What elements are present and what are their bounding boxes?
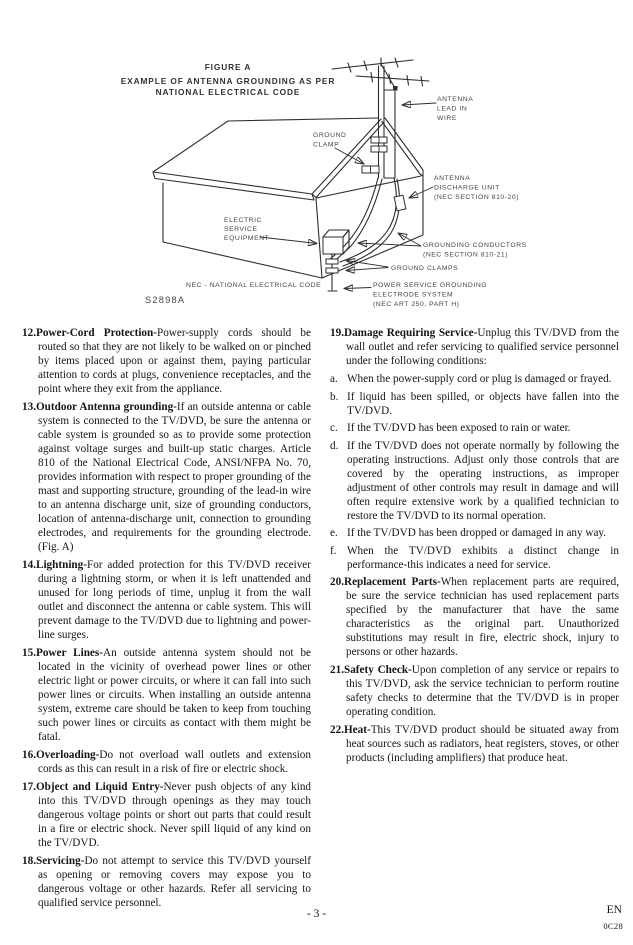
label-antenna-lead-in-1: ANTENNA — [437, 96, 474, 103]
item-17-title: 17.Object and Liquid Entry- — [22, 781, 164, 793]
instruction-item-17 — [22, 780, 311, 850]
figure-title-line1: FIGURE A — [204, 62, 252, 72]
ground-clamp-arrow — [335, 148, 364, 164]
item-20-title: 20.Replacement Parts- — [330, 576, 441, 588]
label-ground-clamp-2: CLAMP — [313, 141, 340, 149]
document-code: 0C28 — [603, 921, 623, 931]
label-ground-clamps: GROUND CLAMPS — [391, 265, 459, 272]
service-condition-e — [330, 526, 619, 540]
right-column — [330, 326, 619, 769]
electrode-arrow — [344, 288, 371, 289]
condition-c-text: If the TV/DVD has been exposed to rain or water. — [347, 422, 571, 434]
condition-e-letter: e. — [330, 527, 338, 539]
condition-f-letter: f. — [330, 544, 337, 557]
figure-labels — [145, 96, 527, 308]
ground-clamps-arrow-2 — [346, 268, 388, 271]
grounding-conductor-arrow-1 — [358, 243, 421, 246]
instruction-item-21 — [330, 663, 619, 719]
label-electric-service-3: EQUIPMENT — [224, 235, 270, 242]
item-16-body: Do not overload wall outlets and extension cords as this can result in a risk of fire or electric shock. — [38, 749, 311, 775]
label-ground-clamp-1: GROUND — [313, 132, 347, 139]
label-grounding-conductors-2: (NEC SECTION 810-21) — [423, 251, 509, 259]
item-14-title: 14.Lightning- — [22, 559, 87, 571]
label-electrode-system-2: ELECTRODE SYSTEM — [373, 291, 454, 299]
condition-b-text: If liquid has been spilled, or objects have fallen into the TV/DVD. — [347, 390, 619, 417]
label-electrode-system-3: (NEC ART 250, PART H) — [373, 301, 460, 308]
lead-in-arrow — [402, 103, 436, 105]
item-13-body: If an outside antenna or cable system is connected to the TV/DVD, be sure the antenna or cable system is grounded so as to provide some protection against voltage surges and built-up static charges. Article 810 of the National Electrical Code, ANSI/NFPA No. 70, provides information with respect to proper grounding of the mast and supporting structure, grounding of the lead-in wire to an antenna discharge unit, size of grounding conductors, location of antenna-discharge unit, connection to grounding electrodes, and requirements for the grounding electrode. (Fig. A) — [38, 401, 311, 553]
condition-a-letter: a. — [330, 373, 338, 385]
item-12-title: 12.Power-Cord Protection- — [22, 327, 157, 339]
instruction-item-18 — [22, 854, 311, 910]
label-discharge-unit-2: DISCHARGE UNIT — [434, 184, 500, 192]
item-19-body: Unplug this TV/DVD from the wall outlet and refer servicing to qualified service personnel under the following conditions: — [346, 327, 619, 367]
figure-title-line2: EXAMPLE OF ANTENNA GROUNDING AS PER — [120, 76, 336, 86]
instruction-item-13 — [22, 400, 311, 554]
service-condition-f — [330, 544, 619, 572]
condition-e-text: If the TV/DVD has been dropped or damaged in any way. — [347, 527, 607, 539]
item-21-body: Upon completion of any service or repairs to this TV/DVD, ask the service technician to perform routine safety checks to determine that the TV/DVD is in proper operating condition. — [346, 664, 619, 718]
condition-a-text: When the power-supply cord or plug is damaged or frayed. — [347, 373, 612, 385]
electric-service-equipment-box — [323, 230, 349, 254]
label-grounding-conductors-1: GROUNDING CONDUCTORS — [423, 242, 527, 249]
service-condition-b — [330, 390, 619, 418]
item-19-title: 19.Damage Requiring Service- — [330, 327, 478, 339]
instruction-item-14 — [22, 558, 311, 642]
item-16-title: 16.Overloading- — [22, 749, 100, 761]
service-condition-d — [330, 439, 619, 523]
instruction-item-19 — [330, 326, 619, 368]
condition-c-letter: c. — [330, 422, 338, 434]
figure-id: S2898A — [145, 295, 186, 305]
antenna-grounding-figure — [0, 0, 633, 325]
service-condition-a — [330, 372, 619, 386]
label-discharge-unit-3: (NEC SECTION 810-20) — [434, 194, 520, 201]
item-15-body: An outside antenna system should not be located in the vicinity of overhead power lines or other electric light or power circuits, or where it can fall into such power lines or circuits. When installing an outside antenna system, extreme care should be taken to keep from touching such power lines or circuits as contact with them might be fatal. — [38, 647, 312, 743]
condition-f-text: When the TV/DVD exhibits a distinct change in performance-this indicates a need for service. — [347, 544, 619, 571]
item-12-body: Power-supply cords should be routed so that they are not likely to be walked on or pinched by items placed upon or against them, paying particular attention to cords at plugs, convenience receptacles, and the point where they exit from the appliance. — [38, 327, 311, 395]
instruction-item-22 — [330, 723, 619, 765]
item-13-title: 13.Outdoor Antenna grounding- — [22, 401, 177, 413]
item-21-title: 21.Safety Check- — [330, 664, 412, 676]
figure-title-line3: NATIONAL ELECTRICAL CODE — [155, 87, 301, 97]
label-electric-service-1: ELECTRIC — [224, 217, 263, 224]
condition-d-letter: d. — [330, 439, 339, 452]
item-20-body: When replacement parts are required, be sure the service technician has used replacement parts specified by the manufacturer that have the same characteristics as the original part. Unauthorized substitutions may result in fire, electric shock, injury to persons or other hazards. — [346, 576, 619, 658]
label-electrode-system-1: POWER SERVICE GROUNDING — [373, 282, 488, 289]
discharge-unit-arrow — [409, 187, 433, 198]
label-electric-service-2: SERVICE — [224, 226, 258, 233]
page-number: - 3 - — [306, 908, 327, 920]
left-column — [22, 326, 311, 914]
label-discharge-unit-1: ANTENNA — [434, 175, 471, 182]
item-14-body: For added protection for this TV/DVD receiver during a lightning storm, or when it is left unattended and unused for long periods of time, unplug it from the wall outlet and disconnect the antenna or cable system. This will prevent damage to the TV/DVD due to lightning and power-line surges. — [38, 559, 311, 641]
label-antenna-lead-in-3: WIRE — [437, 115, 457, 122]
instruction-item-15 — [22, 646, 311, 744]
instruction-item-12 — [22, 326, 311, 396]
item-18-body: Do not attempt to service this TV/DVD yourself as opening or removing covers may expose you to dangerous voltage or other hazards. Refer all servicing to qualified service personnel. — [38, 855, 311, 909]
label-antenna-lead-in-2: LEAD IN — [437, 105, 468, 113]
item-15-title: 15.Power Lines- — [22, 647, 103, 659]
antenna-mast — [332, 58, 429, 178]
item-22-title: 22.Heat- — [330, 724, 371, 736]
condition-d-text: If the TV/DVD does not operate normally by following the operating instructions. Adjust only those controls that are covered by the operating instructions, as improper adjustment of other controls may result in damage and will often require extensive work by a qualified technician to restore the TV/DVD to its normal operation. — [347, 439, 619, 522]
service-condition-c — [330, 421, 619, 435]
language-code: EN — [606, 904, 622, 916]
label-nec-note: NEC - NATIONAL ELECTRICAL CODE — [186, 282, 322, 289]
condition-b-letter: b. — [330, 390, 339, 403]
item-22-body: This TV/DVD product should be situated away from heat sources such as radiators, heat registers, stoves, or other products (including amplifiers) that produce heat. — [346, 724, 619, 764]
grounding-electrode-assembly — [326, 254, 338, 291]
item-18-title: 18.Servicing- — [22, 855, 85, 867]
item-17-body: Never push objects of any kind into this TV/DVD through openings as they may touch dangerous voltage points or short out parts that could result in a fire or electric shock. Never spill liquid of any kind on the TV/DVD. — [38, 781, 312, 849]
ground-clamps-arrow-1 — [346, 261, 388, 268]
instruction-item-20 — [330, 575, 619, 659]
instruction-item-16 — [22, 748, 311, 776]
